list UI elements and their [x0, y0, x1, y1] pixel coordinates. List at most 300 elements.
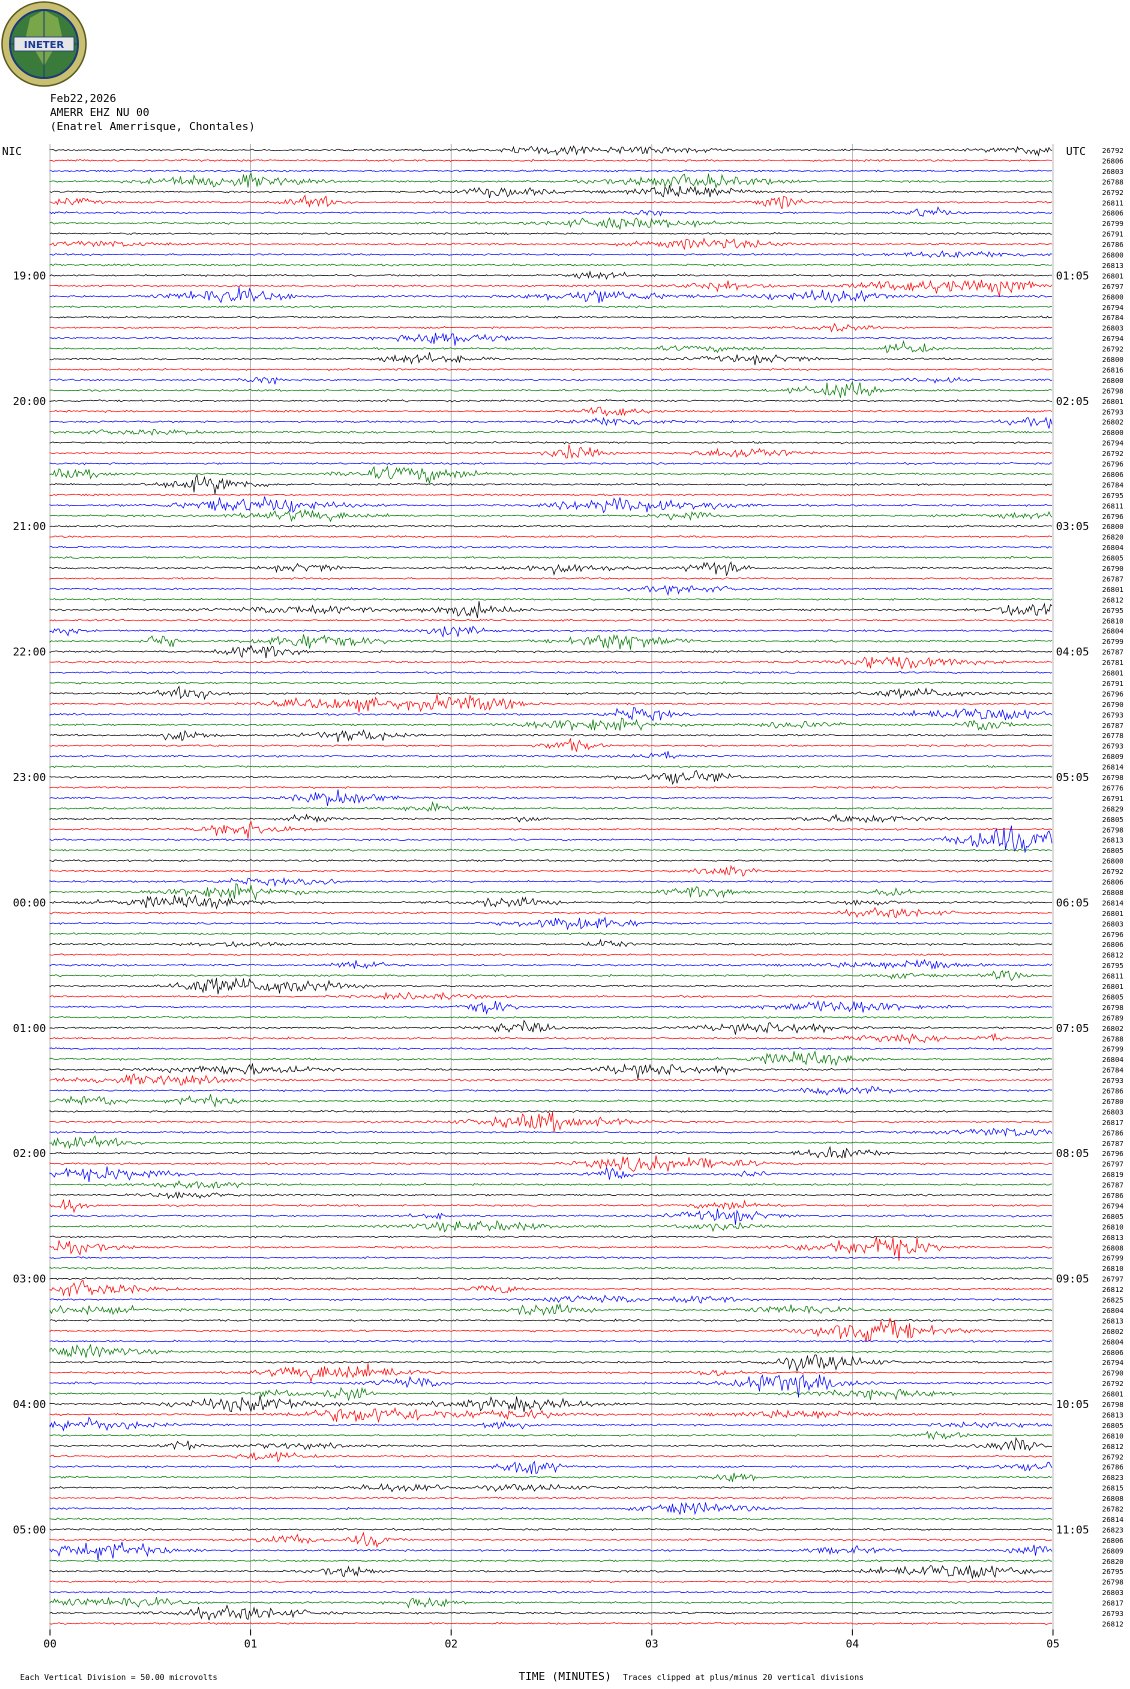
trace-count: 26811	[1102, 501, 1124, 511]
trace-count: 26791	[1102, 229, 1124, 239]
trace-134	[50, 1533, 1052, 1547]
seismic-traces	[50, 146, 1052, 1625]
trace-43	[50, 586, 1052, 595]
trace-24	[50, 382, 1052, 398]
left-time-label: 19:00	[12, 269, 46, 283]
header-date: Feb22,2026	[50, 92, 117, 105]
trace-count: 26813	[1102, 260, 1124, 270]
trace-69	[50, 860, 1052, 862]
trace-65	[50, 815, 1052, 823]
trace-6	[50, 196, 1052, 209]
trace-count: 26803	[1102, 919, 1124, 929]
left-time-label: 01:00	[12, 1021, 46, 1035]
trace-count: 26799	[1102, 637, 1124, 647]
trace-count: 26806	[1102, 877, 1124, 887]
trace-100	[50, 1181, 1052, 1188]
trace-47	[50, 626, 1052, 636]
trace-count: 26804	[1102, 1305, 1124, 1315]
trace-count: 26800	[1102, 292, 1124, 302]
trace-count: 26781	[1102, 658, 1124, 668]
trace-count: 26804	[1102, 626, 1124, 636]
trace-121	[50, 1396, 1052, 1413]
trace-count: 26793	[1102, 1609, 1124, 1618]
trace-count: 26802	[1102, 1023, 1124, 1033]
trace-count: 26814	[1102, 898, 1124, 908]
trace-count: 26811	[1102, 198, 1124, 208]
trace-count: 26795	[1102, 961, 1124, 971]
trace-count: 26798	[1102, 773, 1124, 782]
trace-count: 26804	[1102, 1055, 1124, 1065]
trace-count: 26792	[1102, 344, 1124, 354]
trace-94	[50, 1112, 1052, 1132]
trace-71	[50, 878, 1052, 886]
trace-132	[50, 1518, 1052, 1520]
left-time-label: 23:00	[12, 771, 46, 784]
trace-count: 26799	[1102, 219, 1124, 229]
trace-count: 26790	[1102, 564, 1124, 573]
trace-93	[50, 1110, 1052, 1112]
trace-count: 26791	[1102, 793, 1124, 803]
trace-count: 26786	[1102, 1086, 1124, 1096]
trace-4	[50, 173, 1052, 187]
trace-99	[50, 1167, 1052, 1182]
trace-35	[50, 497, 1052, 513]
trace-18	[50, 324, 1052, 332]
trace-123	[50, 1417, 1052, 1430]
trace-25	[50, 400, 1052, 403]
trace-count: 26794	[1102, 334, 1124, 344]
trace-42	[50, 577, 1052, 579]
trace-10	[50, 239, 1052, 250]
trace-9	[50, 232, 1052, 234]
trace-count: 26814	[1102, 762, 1124, 772]
trace-count: 26808	[1102, 887, 1124, 897]
trace-count: 26796	[1102, 511, 1124, 521]
trace-count: 26805	[1102, 992, 1124, 1002]
trace-count: 26817	[1102, 1598, 1124, 1608]
trace-count: 26801	[1102, 908, 1124, 918]
trace-55	[50, 708, 1052, 721]
trace-count: 26788	[1102, 177, 1124, 187]
trace-count: 26798	[1102, 825, 1124, 835]
trace-count: 26795	[1102, 605, 1124, 615]
trace-count: 26810	[1102, 1264, 1124, 1274]
trace-count: 26810	[1102, 1431, 1124, 1441]
trace-76	[50, 933, 1052, 935]
x-tick-label: 00	[43, 1637, 57, 1651]
trace-count: 26800	[1102, 250, 1124, 260]
trace-count: 26806	[1102, 469, 1124, 479]
trace-count: 26794	[1102, 302, 1124, 312]
trace-46	[50, 619, 1052, 621]
trace-count: 26800	[1102, 375, 1124, 385]
trace-count: 26799	[1102, 1044, 1124, 1054]
trace-88	[50, 1051, 1052, 1065]
trace-37	[50, 525, 1052, 527]
trace-count: 26817	[1102, 1117, 1124, 1127]
trace-22	[50, 368, 1052, 370]
footer-left: Each Vertical Division = 50.00 microvolts	[20, 1673, 218, 1682]
trace-count: 26801	[1102, 668, 1124, 678]
trace-count: 26786	[1102, 1128, 1124, 1138]
trace-count: 26812	[1102, 595, 1124, 605]
trace-54	[50, 694, 1052, 712]
trace-85	[50, 1021, 1052, 1035]
trace-103	[50, 1209, 1052, 1225]
trace-63	[50, 790, 1052, 806]
x-tick-label: 05	[1046, 1637, 1060, 1651]
trace-count: 26812	[1102, 1285, 1124, 1295]
trace-96	[50, 1136, 1052, 1148]
trace-count: 26792	[1102, 1379, 1124, 1389]
trace-count: 26790	[1102, 1368, 1124, 1378]
trace-count: 26808	[1102, 1243, 1124, 1253]
trace-count: 26804	[1102, 543, 1124, 553]
trace-count: 26776	[1102, 783, 1124, 793]
left-time-label: 02:00	[12, 1147, 46, 1161]
trace-count: 26813	[1102, 835, 1124, 845]
x-axis-title: TIME (MINUTES)	[518, 1670, 612, 1683]
trace-count: 26778	[1102, 731, 1124, 741]
trace-count: 26805	[1102, 1211, 1124, 1221]
trace-count: 26805	[1102, 1420, 1124, 1430]
trace-count: 26798	[1102, 386, 1124, 396]
x-axis	[43, 1629, 1059, 1650]
trace-38	[50, 536, 1052, 538]
left-time-label: 20:00	[12, 394, 46, 408]
trace-count: 26823	[1102, 1525, 1124, 1535]
trace-count: 26796	[1102, 459, 1124, 469]
logo-text: INETER	[23, 40, 65, 51]
x-tick-label: 03	[645, 1637, 659, 1651]
trace-79	[50, 960, 1052, 969]
trace-104	[50, 1221, 1052, 1232]
trace-count: 26797	[1102, 1159, 1124, 1169]
trace-90	[50, 1074, 1052, 1085]
trace-66	[50, 822, 1052, 839]
trace-138	[50, 1581, 1052, 1583]
trace-1	[50, 146, 1052, 155]
trace-14	[50, 280, 1052, 297]
trace-count: 26803	[1102, 1107, 1124, 1117]
trace-27	[50, 418, 1052, 429]
trace-count: 26802	[1102, 417, 1124, 427]
trace-count: 26798	[1102, 1577, 1124, 1587]
trace-12	[50, 264, 1052, 266]
trace-count: 26792	[1102, 1452, 1124, 1462]
trace-count: 26793	[1102, 407, 1124, 417]
trace-125	[50, 1438, 1052, 1450]
trace-count: 26792	[1102, 187, 1124, 197]
trace-50	[50, 657, 1052, 669]
trace-count: 26820	[1102, 1556, 1124, 1566]
trace-131	[50, 1502, 1052, 1514]
trace-count: 26784	[1102, 480, 1124, 490]
trace-count: 26796	[1102, 1149, 1124, 1159]
trace-count: 26787	[1102, 720, 1124, 730]
trace-68	[50, 849, 1052, 851]
trace-count: 26801	[1102, 982, 1124, 991]
trace-count: 26812	[1102, 1441, 1124, 1451]
trace-21	[50, 352, 1052, 365]
trace-115	[50, 1340, 1052, 1342]
trace-117	[50, 1355, 1052, 1371]
trace-133	[50, 1528, 1052, 1530]
trace-count: 26788	[1102, 1034, 1124, 1044]
right-time-label: 10:05	[1056, 1398, 1090, 1411]
trace-120	[50, 1388, 1052, 1401]
trace-48	[50, 634, 1052, 649]
trace-count: 26790	[1102, 699, 1124, 709]
trace-count: 26815	[1102, 1483, 1124, 1493]
trace-count: 26800	[1102, 355, 1124, 364]
left-time-label: 03:00	[12, 1272, 46, 1286]
trace-count: 26787	[1102, 647, 1124, 657]
right-time-label: 07:05	[1056, 1021, 1090, 1035]
trace-101	[50, 1192, 1052, 1198]
trace-118	[50, 1363, 1052, 1381]
trace-39	[50, 546, 1052, 548]
trace-41	[50, 562, 1052, 576]
trace-count: 26786	[1102, 1462, 1124, 1472]
trace-16	[50, 306, 1052, 308]
trace-102	[50, 1200, 1052, 1212]
trace-74	[50, 908, 1052, 918]
trace-137	[50, 1565, 1052, 1578]
trace-108	[50, 1267, 1052, 1269]
trace-111	[50, 1295, 1052, 1303]
trace-52	[50, 682, 1052, 684]
trace-count: 26794	[1102, 438, 1124, 448]
right-time-label: 06:05	[1056, 896, 1090, 910]
trace-56	[50, 718, 1052, 731]
trace-count: 26796	[1102, 929, 1124, 939]
trace-110	[50, 1280, 1052, 1296]
left-time-label: 04:00	[12, 1398, 46, 1411]
left-time-label: 22:00	[12, 645, 46, 659]
trace-20	[50, 341, 1052, 352]
trace-136	[50, 1560, 1052, 1562]
trace-17	[50, 316, 1052, 318]
trace-count: 26809	[1102, 752, 1124, 762]
right-time-label: 08:05	[1056, 1147, 1090, 1161]
right-time-label: 02:05	[1056, 394, 1090, 408]
trace-81	[50, 978, 1052, 994]
trace-count: 26801	[1102, 396, 1124, 406]
header-location: (Enatrel Amerrisque, Chontales)	[50, 120, 256, 133]
trace-62	[50, 786, 1052, 788]
minute-gridlines	[50, 144, 1053, 1629]
trace-count: 26787	[1102, 1180, 1124, 1190]
trace-count: 26797	[1102, 281, 1124, 291]
trace-86	[50, 1033, 1052, 1043]
trace-count: 26801	[1102, 271, 1124, 281]
trace-count: 26823	[1102, 1473, 1124, 1483]
trace-19	[50, 333, 1052, 346]
trace-2	[50, 159, 1052, 162]
trace-112	[50, 1304, 1052, 1315]
trace-126	[50, 1452, 1052, 1461]
trace-3	[50, 170, 1052, 172]
trace-53	[50, 687, 1052, 700]
right-time-label: 01:05	[1056, 269, 1090, 283]
trace-count: 26825	[1102, 1295, 1124, 1305]
right-time-label: 03:05	[1056, 520, 1090, 534]
trace-29	[50, 441, 1052, 444]
x-tick-label: 02	[444, 1637, 458, 1651]
trace-30	[50, 445, 1052, 458]
trace-7	[50, 207, 1052, 216]
trace-count: 26800	[1102, 428, 1124, 438]
trace-count: 26813	[1102, 1316, 1124, 1326]
trace-75	[50, 918, 1052, 930]
trace-counts	[1102, 146, 1124, 1628]
right-time-label: 11:05	[1056, 1523, 1090, 1537]
trace-83	[50, 1001, 1052, 1014]
trace-139	[50, 1591, 1052, 1593]
trace-count: 26787	[1102, 574, 1124, 584]
right-time-label: 05:05	[1056, 771, 1090, 784]
trace-count: 26812	[1102, 950, 1124, 960]
trace-count: 26803	[1102, 1588, 1124, 1598]
trace-122	[50, 1408, 1052, 1422]
trace-70	[50, 866, 1052, 876]
left-time-label: 05:00	[12, 1523, 46, 1537]
trace-count: 26798	[1102, 1002, 1124, 1012]
x-tick-label: 04	[845, 1637, 860, 1651]
trace-127	[50, 1462, 1052, 1475]
trace-count: 26808	[1102, 1494, 1124, 1504]
left-zone-label: NIC	[2, 145, 22, 158]
trace-count: 26805	[1102, 846, 1124, 856]
trace-count: 26812	[1102, 1619, 1124, 1629]
trace-44	[50, 598, 1052, 600]
trace-count: 26794	[1102, 1358, 1124, 1368]
left-time-label: 00:00	[12, 896, 46, 910]
trace-count: 26801	[1102, 584, 1124, 594]
trace-count: 26792	[1102, 449, 1124, 459]
trace-count: 26806	[1102, 1535, 1124, 1545]
trace-60	[50, 765, 1052, 767]
right-time-label: 04:05	[1056, 645, 1090, 659]
trace-36	[50, 510, 1052, 521]
trace-count: 26810	[1102, 1222, 1124, 1232]
trace-count: 26816	[1102, 365, 1124, 375]
right-time-label: 09:05	[1056, 1272, 1090, 1286]
trace-116	[50, 1344, 1052, 1357]
trace-31	[50, 462, 1052, 464]
trace-51	[50, 671, 1052, 673]
trace-count: 26810	[1102, 616, 1124, 626]
trace-57	[50, 730, 1052, 742]
trace-count: 26798	[1102, 1400, 1124, 1409]
trace-count: 26803	[1102, 323, 1124, 333]
trace-82	[50, 992, 1052, 999]
trace-count: 26806	[1102, 1347, 1124, 1357]
trace-5	[50, 185, 1052, 198]
trace-8	[50, 218, 1052, 229]
trace-count: 26800	[1102, 522, 1124, 532]
trace-count: 26806	[1102, 156, 1124, 166]
trace-97	[50, 1147, 1052, 1158]
trace-58	[50, 738, 1052, 751]
trace-count: 26829	[1102, 804, 1124, 814]
trace-98	[50, 1155, 1052, 1171]
trace-count: 26782	[1102, 1504, 1124, 1514]
trace-count: 26820	[1102, 532, 1124, 542]
trace-26	[50, 407, 1052, 416]
trace-49	[50, 646, 1052, 658]
trace-count: 26805	[1102, 553, 1124, 563]
trace-141	[50, 1606, 1052, 1621]
trace-count: 26799	[1102, 1253, 1124, 1263]
trace-count: 26806	[1102, 940, 1124, 950]
trace-count: 26786	[1102, 240, 1124, 250]
x-tick-label: 01	[243, 1637, 258, 1651]
trace-count: 26796	[1102, 689, 1124, 699]
trace-80	[50, 971, 1052, 981]
trace-count: 26811	[1102, 971, 1124, 981]
trace-13	[50, 272, 1052, 279]
trace-count: 26797	[1102, 1274, 1124, 1284]
trace-count: 26801	[1102, 1389, 1124, 1399]
trace-87	[50, 1048, 1052, 1050]
trace-33	[50, 475, 1052, 494]
trace-count: 26792	[1102, 146, 1124, 155]
trace-135	[50, 1542, 1052, 1560]
trace-107	[50, 1257, 1052, 1259]
trace-124	[50, 1432, 1052, 1440]
trace-113	[50, 1319, 1052, 1322]
trace-count: 26802	[1102, 1326, 1124, 1336]
trace-count: 26800	[1102, 856, 1124, 866]
trace-72	[50, 884, 1052, 900]
trace-count: 26809	[1102, 1546, 1124, 1556]
trace-95	[50, 1129, 1052, 1136]
trace-109	[50, 1278, 1052, 1280]
trace-count: 26805	[1102, 814, 1124, 824]
footer-right: Traces clipped at plus/minus 20 vertical divisions	[623, 1673, 864, 1682]
header-station: AMERR EHZ NU 00	[50, 106, 150, 119]
trace-28	[50, 430, 1052, 436]
trace-23	[50, 377, 1052, 384]
trace-count: 26789	[1102, 1013, 1124, 1023]
trace-84	[50, 1016, 1052, 1018]
trace-count: 26804	[1102, 1337, 1124, 1347]
trace-count: 26793	[1102, 710, 1124, 720]
trace-count: 26814	[1102, 1514, 1124, 1524]
trace-140	[50, 1597, 1052, 1607]
trace-count: 26780	[1102, 1096, 1124, 1106]
trace-count: 26787	[1102, 1138, 1124, 1148]
trace-89	[50, 1063, 1052, 1079]
trace-64	[50, 802, 1052, 811]
trace-32	[50, 466, 1052, 483]
trace-128	[50, 1473, 1052, 1482]
trace-count: 26793	[1102, 741, 1124, 751]
trace-count: 26784	[1102, 313, 1124, 323]
trace-129	[50, 1484, 1052, 1492]
trace-78	[50, 954, 1052, 956]
trace-15	[50, 287, 1052, 303]
trace-142	[50, 1622, 1052, 1624]
trace-count: 26813	[1102, 1410, 1124, 1420]
trace-61	[50, 771, 1052, 784]
trace-count: 26792	[1102, 867, 1124, 877]
trace-count: 26795	[1102, 490, 1124, 500]
trace-92	[50, 1094, 1052, 1106]
trace-130	[50, 1497, 1052, 1499]
